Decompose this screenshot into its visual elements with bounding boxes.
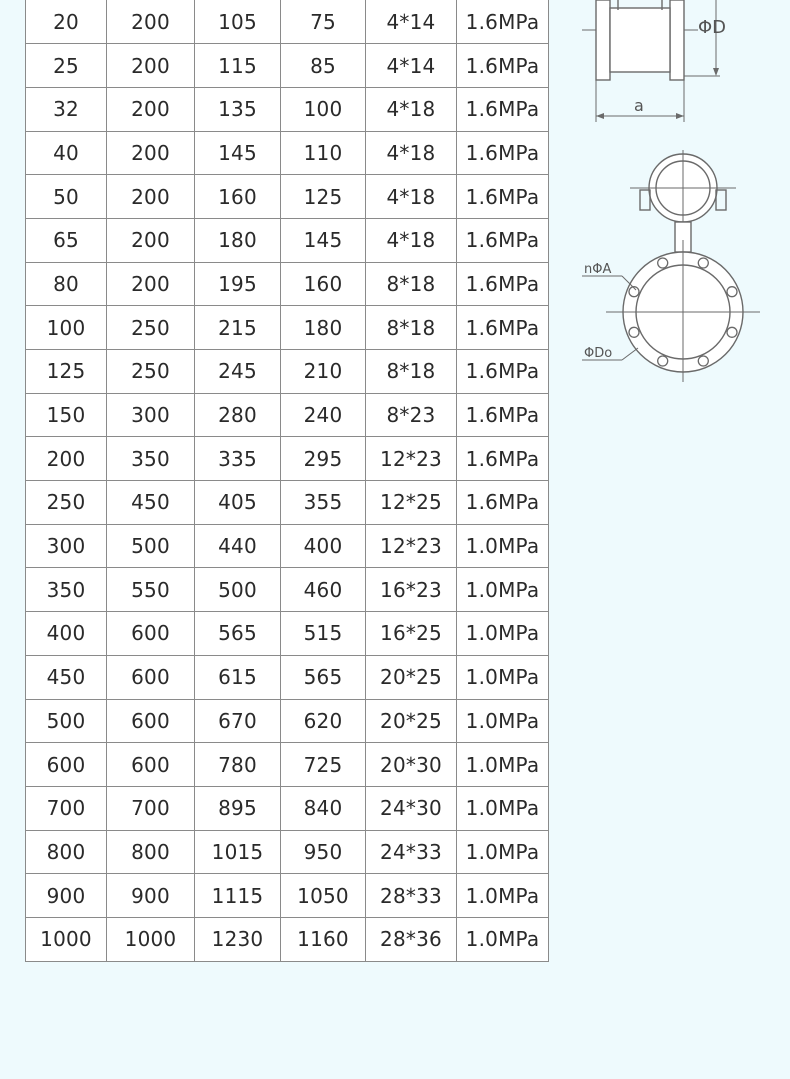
table-cell: 1.6MPa — [457, 306, 549, 350]
table-row — [26, 44, 549, 88]
table-cell: 800 — [107, 830, 195, 874]
table-row — [26, 524, 549, 568]
table-cell: 200 — [107, 87, 195, 131]
table-cell: 900 — [107, 874, 195, 918]
spec-table — [25, 0, 549, 962]
table-row — [26, 874, 549, 918]
table-cell: 12*23 — [366, 524, 457, 568]
table-cell: 125 — [281, 175, 366, 219]
table-cell: 20*25 — [366, 655, 457, 699]
table-cell: 500 — [195, 568, 281, 612]
table-row — [26, 917, 549, 961]
table-cell: 600 — [107, 699, 195, 743]
table-cell: 80 — [26, 262, 107, 306]
table-cell: 200 — [107, 0, 195, 44]
table-cell: 1.0MPa — [457, 524, 549, 568]
table-cell: 24*33 — [366, 830, 457, 874]
bolt-hole — [629, 327, 639, 337]
table-row — [26, 262, 549, 306]
table-cell: 1.0MPa — [457, 917, 549, 961]
table-cell: 1.0MPa — [457, 743, 549, 787]
table-cell: 25 — [26, 44, 107, 88]
table-cell: 250 — [26, 481, 107, 525]
table-cell: 1.0MPa — [457, 612, 549, 656]
table-cell: 900 — [26, 874, 107, 918]
table-cell: 780 — [195, 743, 281, 787]
table-cell: 1.0MPa — [457, 830, 549, 874]
bolt-hole — [658, 356, 668, 366]
table-row — [26, 743, 549, 787]
table-cell: 20*25 — [366, 699, 457, 743]
table-cell: 8*18 — [366, 262, 457, 306]
table-cell: 450 — [107, 481, 195, 525]
table-cell: 1.6MPa — [457, 175, 549, 219]
table-cell: 250 — [107, 350, 195, 394]
table-cell: 195 — [195, 262, 281, 306]
table-cell: 400 — [26, 612, 107, 656]
table-row — [26, 175, 549, 219]
table-row — [26, 655, 549, 699]
table-row — [26, 830, 549, 874]
table-cell: 1.0MPa — [457, 699, 549, 743]
table-cell: 500 — [26, 699, 107, 743]
table-row — [26, 393, 549, 437]
bolt-hole — [698, 258, 708, 268]
table-cell: 600 — [107, 743, 195, 787]
table-cell: 355 — [281, 481, 366, 525]
table-cell: 4*18 — [366, 131, 457, 175]
table-cell: 200 — [107, 131, 195, 175]
table-row — [26, 0, 549, 44]
table-cell: 160 — [281, 262, 366, 306]
table-row — [26, 306, 549, 350]
table-cell: 160 — [195, 175, 281, 219]
bolt-hole — [658, 258, 668, 268]
table-row — [26, 612, 549, 656]
table-cell: 8*18 — [366, 350, 457, 394]
table-cell: 200 — [26, 437, 107, 481]
table-cell: 700 — [107, 786, 195, 830]
table-cell: 1.0MPa — [457, 874, 549, 918]
table-row — [26, 481, 549, 525]
table-cell: 600 — [107, 655, 195, 699]
table-cell: 800 — [26, 830, 107, 874]
table-cell: 85 — [281, 44, 366, 88]
table-cell: 20 — [26, 0, 107, 44]
table-cell: 1115 — [195, 874, 281, 918]
table-cell: 840 — [281, 786, 366, 830]
front-view-diagram — [578, 150, 778, 390]
table-cell: 24*30 — [366, 786, 457, 830]
table-cell: 12*25 — [366, 481, 457, 525]
table-cell: 300 — [26, 524, 107, 568]
table-cell: 200 — [107, 44, 195, 88]
table-cell: 1.0MPa — [457, 655, 549, 699]
table-cell: 145 — [195, 131, 281, 175]
table-cell: 1.6MPa — [457, 0, 549, 44]
table-cell: 620 — [281, 699, 366, 743]
table-cell: 180 — [195, 218, 281, 262]
table-cell: 240 — [281, 393, 366, 437]
table-cell: 145 — [281, 218, 366, 262]
table-cell: 1.6MPa — [457, 131, 549, 175]
table-cell: 280 — [195, 393, 281, 437]
table-cell: 210 — [281, 350, 366, 394]
table-cell: 1.6MPa — [457, 350, 549, 394]
table-cell: 28*33 — [366, 874, 457, 918]
table-cell: 350 — [107, 437, 195, 481]
table-cell: 180 — [281, 306, 366, 350]
table-cell: 1.6MPa — [457, 262, 549, 306]
length-label: a — [634, 96, 644, 115]
table-cell: 1015 — [195, 830, 281, 874]
table-cell: 8*18 — [366, 306, 457, 350]
table-cell: 350 — [26, 568, 107, 612]
table-cell: 125 — [26, 350, 107, 394]
table-cell: 1.6MPa — [457, 481, 549, 525]
table-cell: 615 — [195, 655, 281, 699]
table-row — [26, 131, 549, 175]
table-cell: 105 — [195, 0, 281, 44]
table-cell: 50 — [26, 175, 107, 219]
bolt-circle-label: ΦDo — [584, 346, 613, 361]
table-cell: 110 — [281, 131, 366, 175]
table-cell: 100 — [281, 87, 366, 131]
table-cell: 4*18 — [366, 175, 457, 219]
table-cell: 4*14 — [366, 0, 457, 44]
table-cell: 150 — [26, 393, 107, 437]
table-cell: 550 — [107, 568, 195, 612]
table-cell: 215 — [195, 306, 281, 350]
table-cell: 200 — [107, 262, 195, 306]
table-row — [26, 786, 549, 830]
table-row — [26, 350, 549, 394]
table-cell: 700 — [26, 786, 107, 830]
bolt-hole — [727, 327, 737, 337]
table-cell: 295 — [281, 437, 366, 481]
table-cell: 115 — [195, 44, 281, 88]
table-cell: 1.0MPa — [457, 568, 549, 612]
table-cell: 16*25 — [366, 612, 457, 656]
table-cell: 4*14 — [366, 44, 457, 88]
table-cell: 65 — [26, 218, 107, 262]
table-cell: 1160 — [281, 917, 366, 961]
table-cell: 515 — [281, 612, 366, 656]
table-row — [26, 218, 549, 262]
table-cell: 12*23 — [366, 437, 457, 481]
table-cell: 16*23 — [366, 568, 457, 612]
table-cell: 335 — [195, 437, 281, 481]
diameter-label: ΦD — [698, 17, 727, 38]
table-cell: 4*18 — [366, 218, 457, 262]
table-cell: 405 — [195, 481, 281, 525]
table-cell: 565 — [281, 655, 366, 699]
table-cell: 670 — [195, 699, 281, 743]
side-view-diagram — [580, 0, 770, 130]
table-cell: 1050 — [281, 874, 366, 918]
table-cell: 400 — [281, 524, 366, 568]
table-cell: 245 — [195, 350, 281, 394]
table-cell: 1.6MPa — [457, 44, 549, 88]
spec-table-body — [26, 0, 549, 961]
table-cell: 950 — [281, 830, 366, 874]
bolt-hole — [698, 356, 708, 366]
table-cell: 895 — [195, 786, 281, 830]
table-cell: 440 — [195, 524, 281, 568]
holes-label: nΦA — [584, 262, 612, 277]
table-cell: 250 — [107, 306, 195, 350]
table-cell: 1.6MPa — [457, 87, 549, 131]
table-cell: 1000 — [26, 917, 107, 961]
table-cell: 28*36 — [366, 917, 457, 961]
table-cell: 500 — [107, 524, 195, 568]
table-cell: 1000 — [107, 917, 195, 961]
table-cell: 450 — [26, 655, 107, 699]
bolt-hole — [727, 287, 737, 297]
table-cell: 1230 — [195, 917, 281, 961]
table-cell: 75 — [281, 0, 366, 44]
table-cell: 100 — [26, 306, 107, 350]
table-cell: 600 — [26, 743, 107, 787]
table-row — [26, 568, 549, 612]
table-cell: 8*23 — [366, 393, 457, 437]
table-cell: 20*30 — [366, 743, 457, 787]
table-cell: 565 — [195, 612, 281, 656]
table-cell: 725 — [281, 743, 366, 787]
table-cell: 1.6MPa — [457, 393, 549, 437]
table-cell: 600 — [107, 612, 195, 656]
table-cell: 40 — [26, 131, 107, 175]
table-row — [26, 87, 549, 131]
table-cell: 300 — [107, 393, 195, 437]
table-cell: 200 — [107, 175, 195, 219]
table-cell: 135 — [195, 87, 281, 131]
table-row — [26, 437, 549, 481]
table-row — [26, 699, 549, 743]
table-cell: 1.0MPa — [457, 786, 549, 830]
table-cell: 1.6MPa — [457, 218, 549, 262]
table-cell: 460 — [281, 568, 366, 612]
table-cell: 4*18 — [366, 87, 457, 131]
table-cell: 200 — [107, 218, 195, 262]
table-cell: 32 — [26, 87, 107, 131]
table-cell: 1.6MPa — [457, 437, 549, 481]
